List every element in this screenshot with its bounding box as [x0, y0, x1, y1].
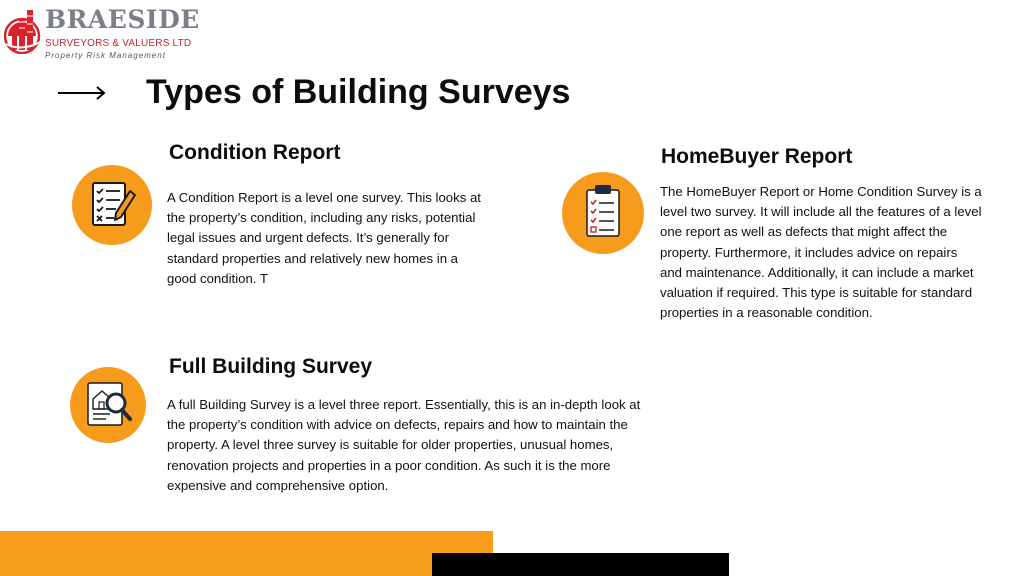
footer-orange-bar: [0, 531, 493, 576]
footer-black-bar: [432, 553, 729, 576]
homebuyer-report-text: The HomeBuyer Report or Home Condition Survey is a level two survey. It will include all the features of a level one report as well as defects that might affect the property. Furthermore, it includes advice on repairs and maintenance. Additionally, it can include a market valuation if required. This type is suitable for standard properties in a reasonable condition.: [660, 184, 982, 321]
checklist-pencil-icon: [72, 165, 152, 245]
building-logo-icon: [4, 6, 44, 54]
brand-subtitle: SURVEYORS & VALUERS LTD: [45, 38, 192, 49]
condition-report-heading: Condition Report: [169, 141, 341, 164]
long-right-arrow-icon: [57, 84, 107, 102]
condition-report-text: A Condition Report is a level one survey. This looks at the property’s condition, including any risks, potential legal issues and urgent defects. It’s generally for standard properties and relatively new homes in a good condition. T: [167, 190, 481, 286]
full-building-survey-text: A full Building Survey is a level three report. Essentially, this is an in-depth look at the property’s condition with advice on defects, repairs and how to maintain the property. A level three survey is suitable for older properties, unusual homes, renovation projects and properties in a poor condition. As such it is the more expensive and comprehensive option.: [167, 397, 641, 493]
page-title: Types of Building Surveys: [146, 73, 571, 111]
clipboard-checklist-icon: [562, 172, 644, 254]
house-document-magnifier-icon: [70, 367, 146, 443]
full-building-survey-heading: Full Building Survey: [169, 355, 373, 378]
brand-tagline: Property Risk Management: [45, 51, 166, 60]
brand-logo: [4, 4, 200, 62]
brand-name: BRAESIDE: [45, 5, 200, 34]
homebuyer-report-heading: HomeBuyer Report: [661, 145, 853, 168]
